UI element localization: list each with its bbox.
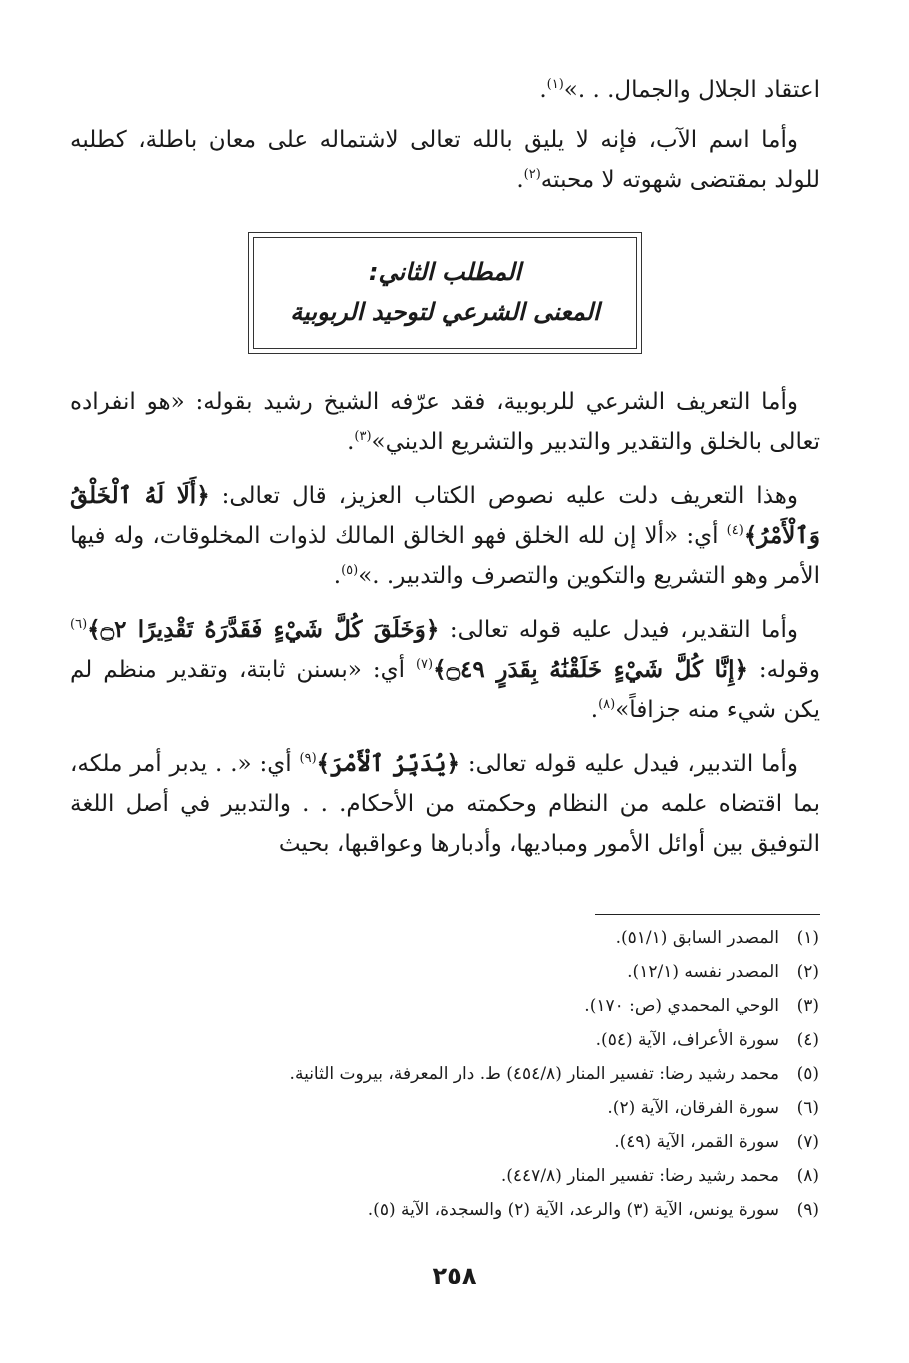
section-heading-inner <box>253 237 637 349</box>
footnote-text: المصدر نفسه (١٢/١). <box>627 962 779 982</box>
page-body <box>70 70 820 878</box>
footnote-number: (٩) <box>796 1200 819 1220</box>
footnote-text: سورة القمر، الآية (٤٩). <box>614 1132 779 1152</box>
paragraph-creation-command: وهذا التعريف دلت عليه نصوص الكتاب العزيز، قال تعالى: ﴿أَلَا لَهُ ٱلْخَلْقُ وَٱلْأَمْرُ﴾$^{(٤)}$ أي: «ألا إن لله الخلق فهو الخالق المالك لذوات المخلوقات، وله فيها الأمر وهو التشريع والتكوين والتصرف والتدبير. .»$^{(٥)}$. <box>70 482 820 589</box>
section-heading-line-1: المطلب الثاني: <box>368 258 522 286</box>
footnote-item <box>179 1166 819 1200</box>
footnote-item <box>179 1098 819 1132</box>
footnote-text: محمد رشيد رضا: تفسير المنار (٤٥٤/٨) ط. دار المعرفة، بيروت الثانية. <box>289 1064 779 1084</box>
section-heading-line-2: المعنى الشرعي لتوحيد الربوبية <box>290 298 600 326</box>
paragraph-text: أي: «. . يدبر أمر ملكه، بما اقتضاه علمه من النظام وحكمته من الأحكام. . . والتدبير في أصل اللغة التوفيق بين أوائل الأمور ومباديها، وأدبارها وعواقبها، بحيث <box>70 751 820 857</box>
footnote-number: (٤) <box>796 1030 819 1050</box>
footnote-item <box>179 1200 819 1234</box>
footnotes-list <box>179 928 819 1234</box>
paragraph-text: أي: «ألا إن لله الخلق فهو الخالق المالك لذوات المخلوقات، وله فيها الأمر وهو التشريع والتكوين والتصرف والتدبير. .» <box>70 523 820 589</box>
footnote-item <box>179 996 819 1030</box>
footnote-text: سورة يونس، الآية (٣) والرعد، الآية (٢) والسجدة، الآية (٥). <box>367 1200 779 1220</box>
footnote-ref: (٨) <box>598 697 616 712</box>
footnote-ref: (٢) <box>523 167 541 182</box>
paragraph-text: وهذا التعريف دلت عليه نصوص الكتاب العزيز، قال تعالى: <box>221 483 799 509</box>
paragraph-text: وأما اسم الآب، فإنه لا يليق بالله تعالى لاشتماله على معان باطلة، كطلبه للولد بمقتضى شهوته لا محبته <box>70 127 820 193</box>
quran-verse: ﴿أَلَا لَهُ ٱلْخَلْقُ وَٱلْأَمْرُ﴾ <box>70 482 820 549</box>
continuation-text: اعتقاد الجلال والجمال. . .» <box>563 77 820 103</box>
continuation-line: اعتقاد الجلال والجمال. . .»$^{(١)}$. <box>539 77 820 103</box>
footnote-ref: (١) <box>546 77 564 92</box>
paragraph-father-name: وأما اسم الآب، فإنه لا يليق بالله تعالى لاشتماله على معان باطلة، كطلبه للولد بمقتضى شهوته لا محبته$^{(٢)}$. <box>70 127 820 193</box>
paragraph-management <box>70 744 820 864</box>
footnote-item <box>179 928 819 962</box>
footnote-ref: (٣) <box>354 429 372 444</box>
footnote-ref: (٥) <box>341 563 359 578</box>
footnote-divider <box>595 914 820 915</box>
page-number: ٢٥٨ <box>432 1262 477 1290</box>
footnote-text: محمد رشيد رضا: تفسير المنار (٤٤٧/٨). <box>500 1166 779 1186</box>
footnote-item <box>179 1030 819 1064</box>
paragraph-text: أي: «بسنن ثابتة، وتقدير منظم لم يكن شيء منه جزافاً» <box>70 657 820 723</box>
footnote-text: المصدر السابق (٥١/١). <box>615 928 779 948</box>
footnote-text: سورة الفرقان، الآية (٢). <box>607 1098 779 1118</box>
footnote-number: (٢) <box>796 962 819 982</box>
footnote-item <box>179 962 819 996</box>
footnote-number: (٣) <box>796 996 819 1016</box>
paragraph-decree: وأما التقدير، فيدل عليه قوله تعالى: ﴿وَخَلَقَ كُلَّ شَيْءٍ فَقَدَّرَهُ تَقْدِيرًا ۝٢﴾$^{(٦)}$ وقوله: ﴿إِنَّا كُلَّ شَيْءٍ خَلَقْنَٰهُ بِقَدَرٍ ۝٤٩﴾$^{(٧)}$ أي: «بسنن ثابتة، وتقدير منظم لم يكن شيء منه جزافاً»$^{(٨)}$. <box>70 616 820 723</box>
paragraph-text: وأما التدبير، فيدل عليه قوله تعالى: <box>467 751 799 777</box>
quran-verse: ﴿إِنَّا كُلَّ شَيْءٍ خَلَقْنَٰهُ بِقَدَرٍ ۝٤٩﴾ <box>433 656 748 683</box>
paragraph-text: وأما التعريف الشرعي للربوبية، فقد عرّفه الشيخ رشيد بقوله: «هو انفراده تعالى بالخلق والتقدير والتدبير والتشريع الديني» <box>70 389 820 455</box>
footnote-text: سورة الأعراف، الآية (٥٤). <box>595 1030 779 1050</box>
footnote-number: (٦) <box>796 1098 819 1118</box>
footnote-number: (٥) <box>796 1064 819 1084</box>
footnote-number: (١) <box>796 928 819 948</box>
paragraph-definition: وأما التعريف الشرعي للربوبية، فقد عرّفه الشيخ رشيد بقوله: «هو انفراده تعالى بالخلق والتقدير والتدبير والتشريع الديني»$^{(٣)}$. <box>70 389 820 455</box>
footnote-text: الوحي المحمدي (ص: ١٧٠). <box>584 996 779 1016</box>
footnote-number: (٧) <box>796 1132 819 1152</box>
footnote-ref: (٩) <box>299 751 317 766</box>
quran-verse: ﴿يُدَبِّرُ ٱلْأَمْرَ﴾ <box>316 750 461 777</box>
section-heading-box <box>248 232 642 354</box>
footnote-ref: (٤) <box>726 523 744 538</box>
footnote-ref: (٦) <box>70 617 88 632</box>
paragraph-text: وقوله: <box>758 657 820 683</box>
paragraph-text: وأما التقدير، فيدل عليه قوله تعالى: <box>449 617 798 643</box>
footnote-number: (٨) <box>796 1166 819 1186</box>
footnote-ref: (٧) <box>415 657 434 672</box>
quran-verse: ﴿وَخَلَقَ كُلَّ شَيْءٍ فَقَدَّرَهُ تَقْدِيرًا ۝٢﴾ <box>87 616 440 643</box>
footnote-item <box>179 1064 819 1098</box>
footnote-item <box>179 1132 819 1166</box>
